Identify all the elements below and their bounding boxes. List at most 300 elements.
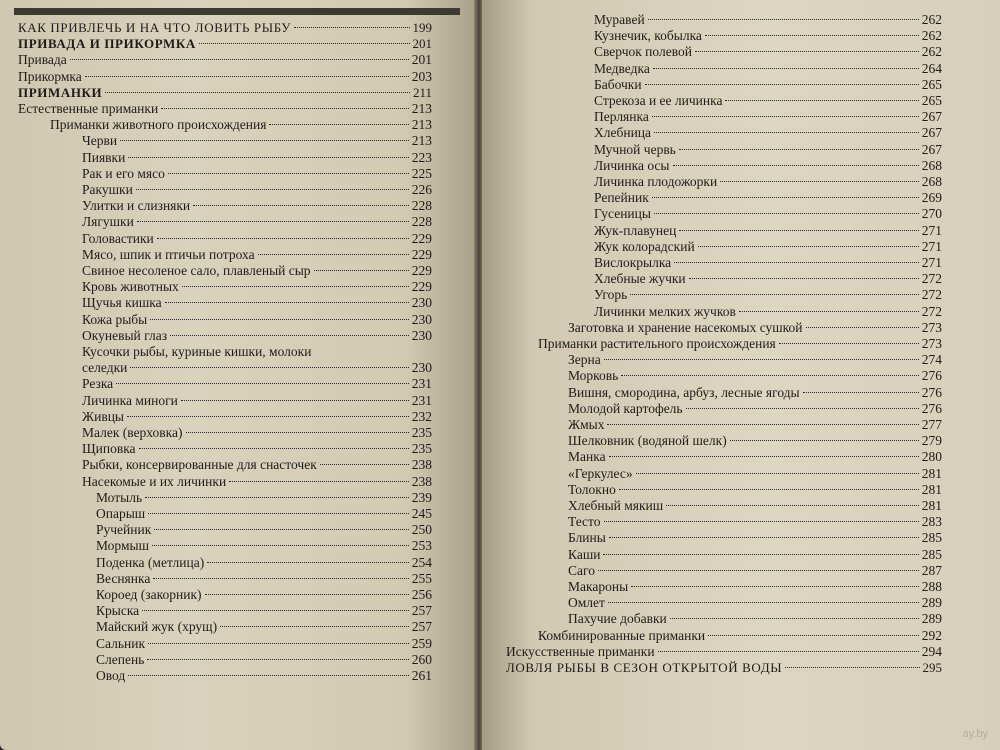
toc-entry [506, 644, 942, 660]
toc-entry-title: Искусственные приманки [506, 643, 655, 659]
toc-leader-dots [157, 238, 409, 239]
toc-leader-dots [128, 157, 408, 158]
toc-leader-dots [150, 319, 409, 320]
toc-leader-dots [720, 181, 919, 182]
toc-entry-page: 277 [921, 417, 942, 432]
toc-entry-page: 271 [921, 222, 942, 238]
toc-leader-dots [148, 513, 409, 514]
toc-entry [82, 295, 432, 311]
toc-entry-title: Прикормка [18, 68, 82, 84]
toc-leader-dots [604, 359, 919, 360]
toc-leader-dots [689, 278, 919, 279]
toc-entry-page: 213 [411, 117, 432, 133]
toc-entry-title: Кусочки рыбы, куриные кишки, молоки [82, 344, 312, 359]
toc-entry [82, 393, 432, 409]
toc-entry-title: Стрекоза и ее личинка [594, 93, 723, 108]
toc-entry-page: 201 [412, 36, 432, 52]
toc-entry-title: Тесто [568, 514, 601, 530]
toc-entry-page: 229 [411, 279, 432, 295]
toc-entry-title: Лягушки [82, 214, 134, 230]
toc-entry-page: 289 [921, 611, 942, 627]
toc-leader-dots [161, 108, 409, 109]
toc-entry-page: 268 [921, 174, 942, 189]
toc-entry-page: 229 [411, 246, 432, 262]
toc-entry-page: 283 [921, 514, 942, 530]
toc-entry-title: Зерна [568, 352, 601, 368]
toc-entry-title: ПРИМАНКИ [18, 84, 103, 100]
toc-entry [594, 77, 942, 93]
toc-entry [96, 619, 432, 635]
toc-entry-page: 225 [411, 165, 432, 181]
toc-entry-page: 238 [411, 457, 432, 473]
toc-leader-dots [142, 610, 409, 611]
toc-entry [594, 304, 942, 320]
toc-entry [96, 555, 432, 571]
toc-entry-page: 289 [921, 595, 942, 611]
toc-entry [82, 328, 432, 344]
toc-entry-title: Опарыш [96, 506, 146, 521]
toc-entry-title: Личинка миноги [82, 392, 178, 408]
toc-leader-dots [128, 675, 408, 676]
toc-entry-page: 213 [411, 101, 432, 116]
toc-entry [82, 150, 432, 166]
toc-entry-page: 274 [921, 352, 942, 368]
toc-entry-title: Веснянка [96, 570, 151, 586]
toc-entry [506, 660, 942, 676]
toc-entry-page: 235 [411, 441, 432, 457]
toc-leader-dots [619, 489, 919, 490]
toc-entry-title: Мормыш [96, 538, 149, 554]
toc-entry-title: Майский жук (хрущ) [96, 619, 218, 635]
toc-leader-dots [652, 116, 919, 117]
toc-entry-page: 231 [411, 376, 432, 392]
left-page [0, 0, 476, 750]
toc-entry [594, 93, 942, 109]
toc-entry-title: Угорь [594, 287, 628, 303]
toc-entry-page: 261 [411, 668, 432, 683]
toc-leader-dots [652, 197, 919, 198]
toc-entry-title: Толокно [568, 481, 616, 497]
toc-entry-title: Вислокрылка [594, 255, 672, 270]
toc-entry-title: Окуневый глаз [82, 327, 168, 343]
toc-entry-title: «Геркулес» [568, 465, 633, 481]
toc-entry-page: 226 [411, 182, 432, 197]
toc-entry-title: ЛОВЛЯ РЫБЫ В СЕЗОН ОТКРЫТОЙ ВОДЫ [506, 660, 783, 675]
toc-entry-page: 285 [921, 530, 942, 546]
toc-leader-dots [708, 635, 919, 636]
toc-entry [594, 61, 942, 77]
toc-entry [18, 85, 432, 101]
toc-leader-dots [603, 554, 918, 555]
toc-entry-page: 265 [921, 93, 942, 108]
toc-entry-page: 292 [921, 627, 942, 643]
toc-entry [594, 206, 942, 222]
toc-entry-title: Муравей [594, 12, 645, 27]
toc-leader-dots [698, 246, 919, 247]
toc-entry-page: 294 [921, 643, 942, 659]
toc-entry-title: Саго [568, 562, 595, 578]
toc-leader-dots [779, 343, 919, 344]
toc-entry [568, 320, 942, 336]
toc-entry-page: 254 [411, 554, 432, 570]
toc-entry [568, 385, 942, 401]
toc-leader-dots [666, 505, 919, 506]
toc-entry [568, 579, 942, 595]
toc-entry-title: Пахучие добавки [568, 611, 667, 627]
toc-entry-page: 264 [921, 60, 942, 76]
toc-entry-title: Кровь животных [82, 279, 179, 295]
toc-leader-dots [314, 270, 409, 271]
toc-entry-title: Молодой картофель [568, 400, 683, 416]
toc-entry-page: 223 [411, 149, 432, 165]
toc-entry-page: 285 [921, 546, 942, 562]
toc-entry-title: Медведка [594, 60, 650, 76]
toc-entry-page: 272 [921, 303, 942, 319]
toc-entry-page: 271 [921, 238, 942, 254]
toc-leader-dots [85, 76, 409, 77]
toc-entry-page: 256 [411, 587, 432, 602]
toc-leader-dots [186, 432, 409, 433]
toc-entry-title: Бабочки [594, 76, 642, 92]
toc-entry-page: 281 [921, 481, 942, 497]
toc-leader-dots [705, 35, 919, 36]
toc-entry [18, 101, 432, 117]
toc-leader-dots [785, 667, 919, 668]
toc-entry-title: Кузнечик, кобылка [594, 28, 702, 44]
toc-entry [568, 433, 942, 449]
toc-entry-title: Крыска [96, 603, 140, 619]
toc-entry-page: 255 [411, 570, 432, 586]
toc-entry [568, 466, 942, 482]
toc-entry [18, 69, 432, 85]
toc-entry-title: Слепень [96, 651, 145, 667]
toc-entry-page: 235 [411, 425, 432, 440]
toc-entry-title: Личинка плодожорки [594, 174, 718, 189]
toc-leader-dots [168, 173, 409, 174]
toc-entry [96, 490, 432, 506]
toc-entry-title: Поденка (метлица) [96, 554, 205, 570]
toc-entry-title: Макароны [568, 579, 629, 594]
toc-leader-dots [147, 659, 408, 660]
toc-entry-title: Репейник [594, 190, 649, 206]
toc-leader-dots [654, 213, 919, 214]
toc-entry-title: Свиное несоленое сало, плавленый сыр [82, 263, 311, 278]
toc-entry-title: КАК ПРИВЛЕЧЬ И НА ЧТО ЛОВИТЬ РЫБУ [18, 20, 292, 35]
toc-leader-dots [120, 140, 409, 141]
toc-entry [594, 44, 942, 60]
toc-entry-title: Привада [18, 52, 67, 68]
toc-leader-dots [127, 416, 409, 417]
toc-entry-title: Щучья кишка [82, 295, 162, 311]
toc-entry-page: 276 [921, 368, 942, 384]
toc-leader-dots [139, 448, 409, 449]
toc-entry [82, 457, 432, 473]
toc-entry [568, 449, 942, 465]
toc-entry [82, 425, 432, 441]
toc-entry-page: 280 [921, 449, 942, 465]
toc-entry-page: 232 [411, 408, 432, 424]
toc-entry [594, 223, 942, 239]
toc-entry-page: 272 [921, 271, 942, 287]
toc-entry-title: Заготовка и хранение насекомых сушкой [568, 319, 803, 335]
toc-leader-dots [320, 464, 409, 465]
toc-entry [594, 12, 942, 28]
toc-entry-page: 267 [921, 141, 942, 157]
toc-leader-dots [294, 27, 409, 28]
toc-leader-dots [609, 456, 919, 457]
toc-leader-dots [679, 230, 918, 231]
toc-entry [594, 158, 942, 174]
toc-entry-title: Овод [96, 668, 126, 683]
toc-entry-title: Жмых [568, 417, 605, 432]
toc-leader-dots [154, 529, 408, 530]
toc-entry-title: Ручейник [96, 522, 152, 538]
toc-entry-page: 295 [922, 660, 942, 675]
toc-entry [96, 522, 432, 538]
toc-entry-title: Приманки животного происхождения [50, 117, 267, 133]
toc-entry-title: Каши [568, 546, 601, 562]
toc-entry [594, 28, 942, 44]
toc-entry-page: 273 [921, 336, 942, 351]
toc-entry [568, 417, 942, 433]
toc-entry-page: 267 [921, 125, 942, 141]
toc-leader-dots [725, 100, 918, 101]
toc-leader-dots [181, 400, 409, 401]
toc-entry-page: 279 [921, 433, 942, 449]
toc-entry-title: Гусеницы [594, 206, 651, 222]
toc-entry-title: Живцы [82, 408, 124, 424]
toc-entry [96, 538, 432, 554]
toc-entry-title: Приманки растительного происхождения [538, 336, 776, 351]
toc-entry [594, 142, 942, 158]
toc-entry-title: Насекомые и их личинки [82, 473, 227, 489]
toc-entry-title: Пиявки [82, 149, 126, 165]
toc-entry [82, 474, 432, 490]
toc-leader-dots [673, 165, 919, 166]
toc-leader-dots [193, 205, 409, 206]
toc-entry-page: 201 [411, 52, 432, 68]
toc-entry [594, 255, 942, 271]
toc-entry-title: Шелковник (водяной шелк) [568, 433, 727, 449]
toc-entry-page: 238 [411, 473, 432, 489]
toc-entry [568, 498, 942, 514]
toc-entry [82, 441, 432, 457]
toc-entry-page: 257 [411, 603, 432, 619]
toc-entry [538, 336, 942, 352]
toc-entry-page: 276 [921, 384, 942, 400]
toc-entry [538, 628, 942, 644]
toc-entry-page: 250 [411, 522, 432, 538]
toc-leader-dots [630, 294, 919, 295]
toc-entry [18, 52, 432, 68]
toc-entry [568, 401, 942, 417]
toc-entry-page: 230 [411, 360, 432, 376]
toc-leader-dots [730, 440, 919, 441]
toc-entry-title: Короед (закорник) [96, 587, 202, 602]
toc-leader-dots [739, 311, 919, 312]
toc-entry [82, 231, 432, 247]
toc-entry [96, 652, 432, 668]
toc-leader-dots [205, 594, 409, 595]
toc-entry-title: Мотыль [96, 489, 143, 505]
toc-entry [594, 287, 942, 303]
toc-entry-title: Улитки и слизняки [82, 198, 191, 214]
toc-entry [96, 587, 432, 603]
toc-leader-dots [679, 149, 919, 150]
toc-entry-page: 265 [921, 76, 942, 92]
toc-entry-title: Малек (верховка) [82, 425, 183, 440]
toc-leader-dots [670, 618, 919, 619]
toc-entry-title: Резка [82, 376, 114, 392]
toc-entry [568, 595, 942, 611]
toc-entry [82, 214, 432, 230]
toc-entry-title: Комбинированные приманки [538, 627, 706, 643]
toc-leader-dots [170, 335, 409, 336]
toc-leader-dots [182, 286, 409, 287]
toc-leader-dots [636, 473, 919, 474]
toc-entry [82, 263, 432, 279]
toc-entry [594, 174, 942, 190]
toc-entry-title: Ракушки [82, 182, 133, 197]
toc-entry-title: Мучной червь [594, 141, 676, 157]
toc-entry-title: Манка [568, 449, 606, 465]
toc-entry-page: 199 [412, 20, 432, 35]
toc-entry [82, 360, 432, 376]
toc-leader-dots [165, 302, 409, 303]
toc-leader-dots [674, 262, 919, 263]
toc-entry [96, 603, 432, 619]
toc-leader-dots [607, 424, 918, 425]
toc-entry-title: Мясо, шпик и птичьи потроха [82, 246, 255, 262]
toc-entry [594, 271, 942, 287]
toc-entry-page: 273 [921, 319, 942, 335]
toc-entry-title: Сальник [96, 635, 146, 651]
toc-entry-title: Головастики [82, 230, 154, 246]
toc-entry [82, 182, 432, 198]
toc-entry-page: 231 [411, 392, 432, 408]
toc-entry-page: 262 [921, 12, 942, 27]
toc-entry-page: 239 [411, 489, 432, 505]
toc-leader-dots [621, 375, 918, 376]
toc-entry-page: 213 [411, 133, 432, 149]
toc-entry [568, 482, 942, 498]
toc-entry-title: Щиповка [82, 441, 136, 457]
toc-entry-title: Черви [82, 133, 118, 149]
toc-entry-page: 262 [921, 28, 942, 44]
toc-entry-title: Личинки мелких жучков [594, 303, 736, 319]
toc-leader-dots [105, 92, 410, 93]
toc-entry [568, 530, 942, 546]
toc-entry [594, 190, 942, 206]
toc-entry-title: Кожа рыбы [82, 311, 148, 327]
toc-entry-title: Рак и его мясо [82, 165, 165, 181]
toc-left [0, 0, 476, 750]
toc-right [482, 0, 1000, 750]
toc-entry [82, 344, 432, 360]
toc-entry [82, 279, 432, 295]
toc-entry-page: 262 [921, 44, 942, 60]
toc-entry-title: селедки [82, 360, 128, 376]
toc-entry [594, 239, 942, 255]
toc-entry [82, 376, 432, 392]
toc-entry [568, 611, 942, 627]
toc-entry [96, 668, 432, 684]
toc-entry-page: 288 [921, 579, 942, 594]
toc-entry-title: Морковь [568, 368, 619, 384]
toc-entry-title: Жук колорадский [594, 238, 695, 254]
toc-leader-dots [653, 68, 919, 69]
toc-leader-dots [654, 132, 919, 133]
toc-leader-dots [604, 521, 919, 522]
toc-entry [82, 166, 432, 182]
toc-entry-page: 228 [411, 198, 432, 214]
toc-leader-dots [686, 408, 919, 409]
toc-leader-dots [631, 586, 919, 587]
toc-entry [568, 368, 942, 384]
toc-entry-title: Рыбки, консервированные для снасточек [82, 457, 317, 473]
toc-entry-title: Хлебница [594, 125, 652, 141]
toc-entry-title: Блины [568, 530, 606, 546]
toc-entry [96, 571, 432, 587]
toc-entry [594, 109, 942, 125]
toc-entry [96, 636, 432, 652]
toc-entry-page: 203 [411, 68, 432, 84]
toc-leader-dots [207, 562, 409, 563]
toc-entry-title: Хлебные жучки [594, 271, 686, 287]
toc-entry-title: Естественные приманки [18, 101, 159, 116]
toc-entry [82, 133, 432, 149]
toc-leader-dots [658, 651, 919, 652]
toc-leader-dots [598, 570, 919, 571]
toc-leader-dots [229, 481, 409, 482]
toc-leader-dots [645, 84, 919, 85]
toc-entry-page: 257 [411, 619, 432, 635]
toc-leader-dots [695, 51, 919, 52]
toc-entry [82, 198, 432, 214]
toc-entry-page: 259 [411, 635, 432, 651]
toc-entry-title: Жук-плавунец [594, 222, 677, 238]
toc-entry-page: 260 [411, 651, 432, 667]
toc-entry [594, 125, 942, 141]
toc-leader-dots [220, 626, 409, 627]
toc-leader-dots [609, 537, 919, 538]
toc-entry-page: 230 [411, 311, 432, 327]
toc-entry-title: Личинка осы [594, 157, 670, 173]
toc-entry [568, 547, 942, 563]
toc-entry-page: 253 [411, 538, 432, 554]
toc-entry-page: 267 [921, 109, 942, 125]
toc-leader-dots [136, 189, 409, 190]
toc-leader-dots [258, 254, 409, 255]
toc-entry-page: 211 [412, 84, 432, 100]
toc-entry-page: 276 [921, 400, 942, 416]
toc-entry-page: 268 [921, 157, 942, 173]
toc-leader-dots [269, 124, 408, 125]
toc-entry-title: Хлебный мякиш [568, 498, 664, 513]
right-page [482, 0, 1000, 750]
toc-entry-title: Сверчок полевой [594, 44, 692, 60]
toc-leader-dots [648, 19, 919, 20]
toc-leader-dots [137, 221, 409, 222]
toc-leader-dots [153, 578, 408, 579]
toc-entry-title: Вишня, смородина, арбуз, лесные ягоды [568, 384, 800, 400]
watermark: ay.by [962, 728, 988, 740]
toc-entry-page: 271 [921, 255, 942, 270]
toc-entry-page: 269 [921, 190, 942, 206]
toc-entry [18, 20, 432, 36]
toc-entry [82, 312, 432, 328]
toc-entry-title: ПРИВАДА И ПРИКОРМКА [18, 36, 196, 52]
